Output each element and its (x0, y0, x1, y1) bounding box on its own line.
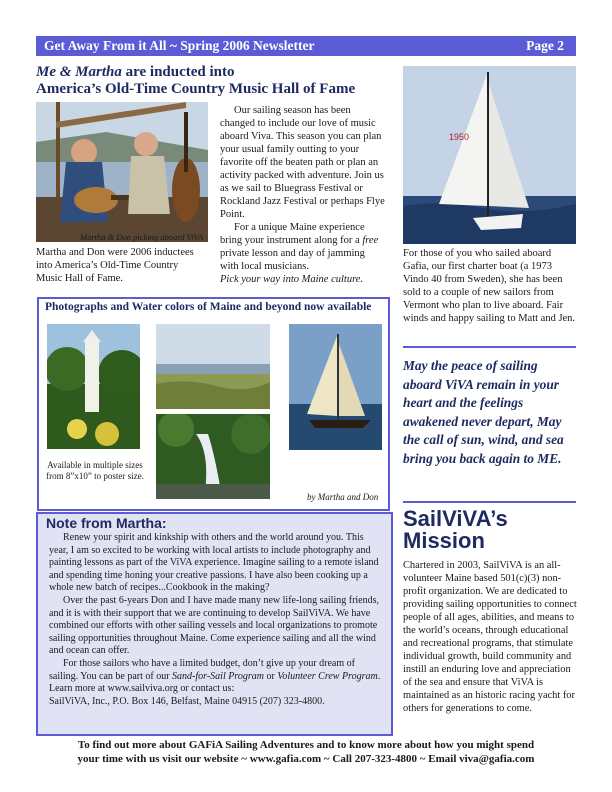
article-tagline: Pick your way into Maine culture. (220, 274, 364, 285)
divider-right-2 (403, 501, 576, 503)
note-para3-text: For those sailors who have a limited budget, don’t give up your dream of sailing. You can be part of our (49, 657, 355, 682)
divider-right-1 (403, 346, 576, 348)
induction-text: Martha and Don were 2006 inductees into America’s Old-Time Country Music Hall of Fame. (36, 247, 194, 284)
gallery-title: Photographs and Water colors of Maine and beyond now available (45, 301, 372, 313)
note-para3-text-b: . Learn more at www.sailviva.org or contact us: (49, 670, 381, 695)
note-body (49, 532, 385, 708)
footer-contact (30, 738, 582, 766)
note-para3 (49, 658, 385, 696)
mission-title (403, 508, 583, 552)
sunset-sailboat-photo (289, 324, 382, 450)
article-para2-text: For a unique Maine experience bring your instrument along for a (220, 222, 365, 246)
newsletter-banner (36, 36, 576, 56)
gallery-box (37, 297, 390, 511)
musicians-photo-image (36, 102, 208, 242)
sizes-note: Available in multiple sizes from 8”x10” to poster size. (46, 460, 144, 481)
mission-title-line1: SailViVA’s (403, 506, 508, 531)
contact-address: SailViVA, Inc., P.O. Box 146, Belfast, Maine 04915 (207) 323-4800. (49, 695, 325, 707)
gafia-photo-image (403, 66, 576, 244)
article-headline (36, 64, 396, 98)
headline-rest: are inducted into (121, 64, 235, 80)
gafia-text: For those of you who sailed aboard Gafia, our first charter boat (a 1973 Vindo 40 from Sweden), she has been sold to a couple of new sailors from Vermont who plan to live aboard. Fair winds and happy sailing to Matt and Jen. (403, 248, 576, 324)
article-body (220, 104, 386, 286)
mission-text: Chartered in 2003, SailViVA is an all-volunteer Maine based 501(c)(3) non-profit organization. We are dedicated to providing sailing opportunities to connect people of all ages, abilities, and means to the world’s oceans, through educational and recreational programs, that stimulate individual growth, build community and instill an enduring love and appreciation of the sea and ensure that ViVA is maintained as an historic racing yacht for others for generations to come. (403, 560, 577, 714)
banner-title: Get Away From it All ~ Spring 2006 Newsletter (44, 38, 315, 53)
waterfall-photo (156, 414, 270, 499)
article-para1: Our sailing season has been changed to include our love of music aboard Viva. This season you can plan your usual family outting to your favorite off the beaten path or plan an activity packed with adventure. Join us as we sail to Bluegrass Festival or Rockland Jazz Festival or perhaps Flye Point. (220, 105, 385, 220)
sail-number: 1950 (449, 132, 470, 142)
headline-line2: America’s Old-Time Country Music Hall of Fame (36, 81, 356, 97)
page-number: Page 2 (526, 38, 564, 53)
mission-title-line2: Mission (403, 528, 485, 553)
musicians-photo-caption: Martha & Don picking aboard ViVA (80, 232, 204, 242)
peace-quote: May the peace of sailing aboard ViVA remain in your heart and the feelings awakened never depart, May the call of sun, wind, and sea bring you back again to ME. (403, 358, 564, 466)
note-from-martha (36, 512, 393, 736)
headline-italic: Me & Martha (36, 64, 122, 80)
note-or: or (263, 670, 278, 682)
note-para2: Over the past 6-years Don and I have made many new life-long sailing friends, and it is with their support that we are continuing to develop SailViVA. We have combined our efforts with other sailing vessels and local organizations to promote sailing opportunities throughout Maine. Come experience sailing and all the wind and ocean can offer. (49, 594, 380, 657)
note-title: Note from Martha: (46, 515, 167, 531)
volunteer-crew-program: Volunteer Crew Program (277, 670, 378, 682)
article-para2 (220, 221, 386, 273)
gafia-sailboat-photo (403, 66, 576, 244)
beach-photo (156, 324, 270, 409)
article-para2-text-b: private lesson and day of jamming with local musicians. (220, 248, 365, 272)
lighthouse-photo (47, 324, 140, 449)
free-emphasis: free (362, 235, 379, 246)
footer-line1: To find out more about GAFiA Sailing Adventures and to know more about how you might spend (77, 739, 535, 751)
note-para1: Renew your spirit and kinkship with others and the world around you. This year, I am so excited to be working with local artists to include photography and painting lessons as part of the ViVA experience. Imagine sailing to a remote island and spending time honing your creative passions. I have also been cooking up a whole new batch of recipes...Cookbook in the making? (49, 532, 379, 594)
footer-line2: your time with us visit our website ~ www.gafia.com ~ Call 207-323-4800 ~ Email viva@gafia.com (77, 753, 535, 765)
gallery-credit: by Martha and Don (307, 492, 379, 502)
musicians-photo (36, 102, 208, 242)
sand-for-sail-program: Sand-for-Sail Program (172, 670, 264, 682)
